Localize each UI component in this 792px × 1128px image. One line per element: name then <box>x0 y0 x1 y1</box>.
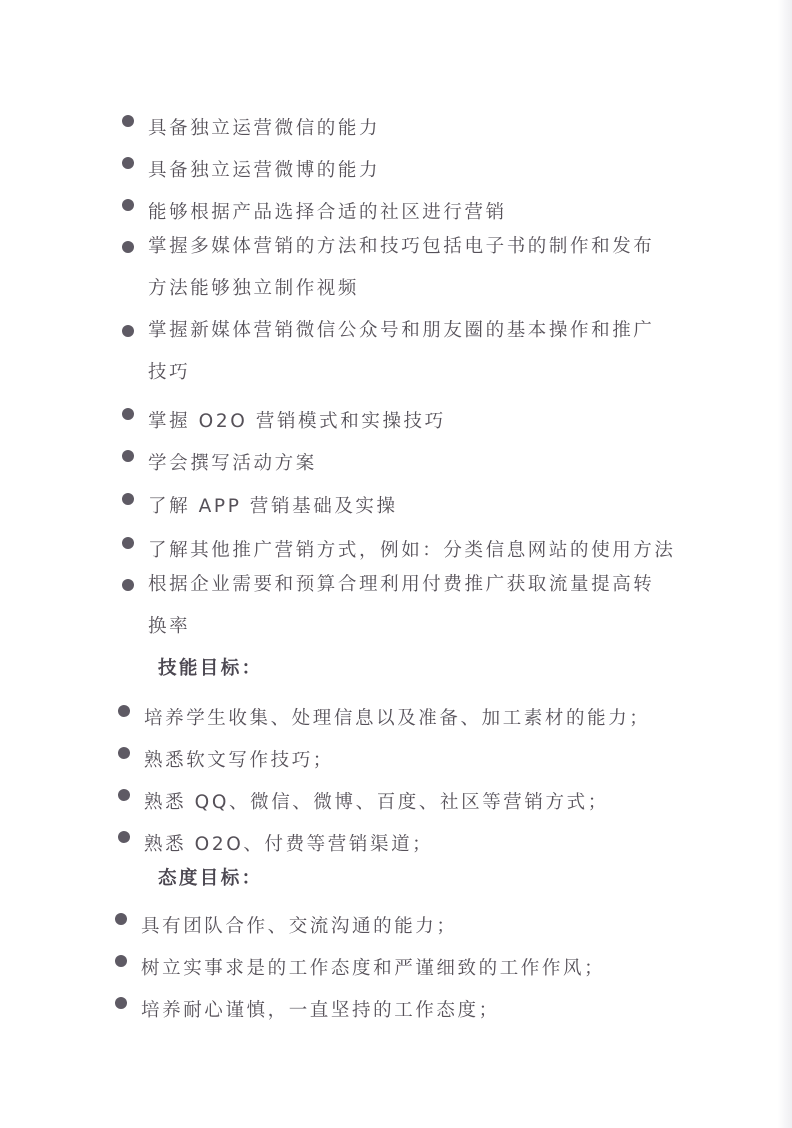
list-item-line: 根据企业需要和预算合理利用付费推广获取流量提高转 <box>148 574 655 595</box>
list-item-line: 技巧 <box>148 362 191 383</box>
list-item-text: 具有团队合作、交流沟通的能力； <box>141 916 458 937</box>
bullet-icon <box>122 537 134 549</box>
list-item-text <box>148 318 654 402</box>
list-item <box>118 782 609 824</box>
list-item-text: 培养学生收集、处理信息以及准备、加工素材的能力； <box>144 708 651 729</box>
list-item <box>122 530 676 572</box>
bullet-icon <box>122 408 134 420</box>
bullet-icon <box>122 450 134 462</box>
list-item-text: 了解其他推广营销方式，例如：分类信息网站的使用方法 <box>148 540 676 561</box>
list-item-text: 掌握 O2O 营销模式和实操技巧 <box>148 411 446 432</box>
bullet-icon <box>122 199 134 211</box>
bullet-icon <box>122 115 134 127</box>
section-heading-skills: 技能目标： <box>158 658 263 679</box>
list-item <box>122 150 380 192</box>
list-item-text: 树立实事求是的工作态度和严谨细致的工作作风； <box>141 958 606 979</box>
bullet-icon <box>118 789 130 801</box>
list-item <box>118 740 334 782</box>
bullet-icon <box>122 579 134 591</box>
bullet-icon <box>115 913 127 925</box>
list-item <box>122 443 317 485</box>
bullet-icon <box>115 997 127 1009</box>
bullet-icon <box>118 831 130 843</box>
bullet-icon <box>115 955 127 967</box>
bullet-icon <box>122 157 134 169</box>
list-item <box>118 824 433 866</box>
list-item <box>122 234 654 318</box>
list-item-text <box>148 234 654 318</box>
scan-edge-shadow <box>778 0 792 1128</box>
list-item-text: 了解 APP 营销基础及实操 <box>148 496 398 517</box>
list-item-text: 能够根据产品选择合适的社区进行营销 <box>148 202 507 223</box>
bullet-icon <box>122 493 134 505</box>
list-item <box>122 318 654 402</box>
list-item-text: 培养耐心谨慎，一直坚持的工作态度； <box>141 1000 500 1021</box>
bullet-icon <box>118 747 130 759</box>
list-item <box>122 192 507 234</box>
list-item <box>122 401 446 443</box>
list-item <box>122 486 398 528</box>
bullet-icon <box>122 241 134 253</box>
list-item-text <box>148 572 654 656</box>
list-item-text: 具备独立运营微信的能力 <box>148 118 381 139</box>
list-item-line: 换率 <box>148 616 191 637</box>
list-item-text: 熟悉软文写作技巧； <box>144 750 334 771</box>
section-heading-attitude: 态度目标： <box>158 868 263 889</box>
list-item <box>122 572 654 656</box>
list-item <box>118 698 650 740</box>
list-item-text: 学会撰写活动方案 <box>148 453 317 474</box>
list-item-text: 熟悉 QQ、微信、微博、百度、社区等营销方式； <box>144 792 609 813</box>
bullet-icon <box>122 325 134 337</box>
list-item-line: 方法能够独立制作视频 <box>148 278 360 299</box>
bullet-icon <box>118 705 130 717</box>
list-item <box>115 906 458 948</box>
list-item-text: 具备独立运营微博的能力 <box>148 160 381 181</box>
list-item <box>122 108 380 150</box>
list-item-line: 掌握多媒体营销的方法和技巧包括电子书的制作和发布 <box>148 236 655 257</box>
list-item <box>115 948 605 990</box>
list-item-line: 掌握新媒体营销微信公众号和朋友圈的基本操作和推广 <box>148 320 655 341</box>
list-item <box>115 990 500 1032</box>
list-item-text: 熟悉 O2O、付费等营销渠道； <box>144 834 434 855</box>
